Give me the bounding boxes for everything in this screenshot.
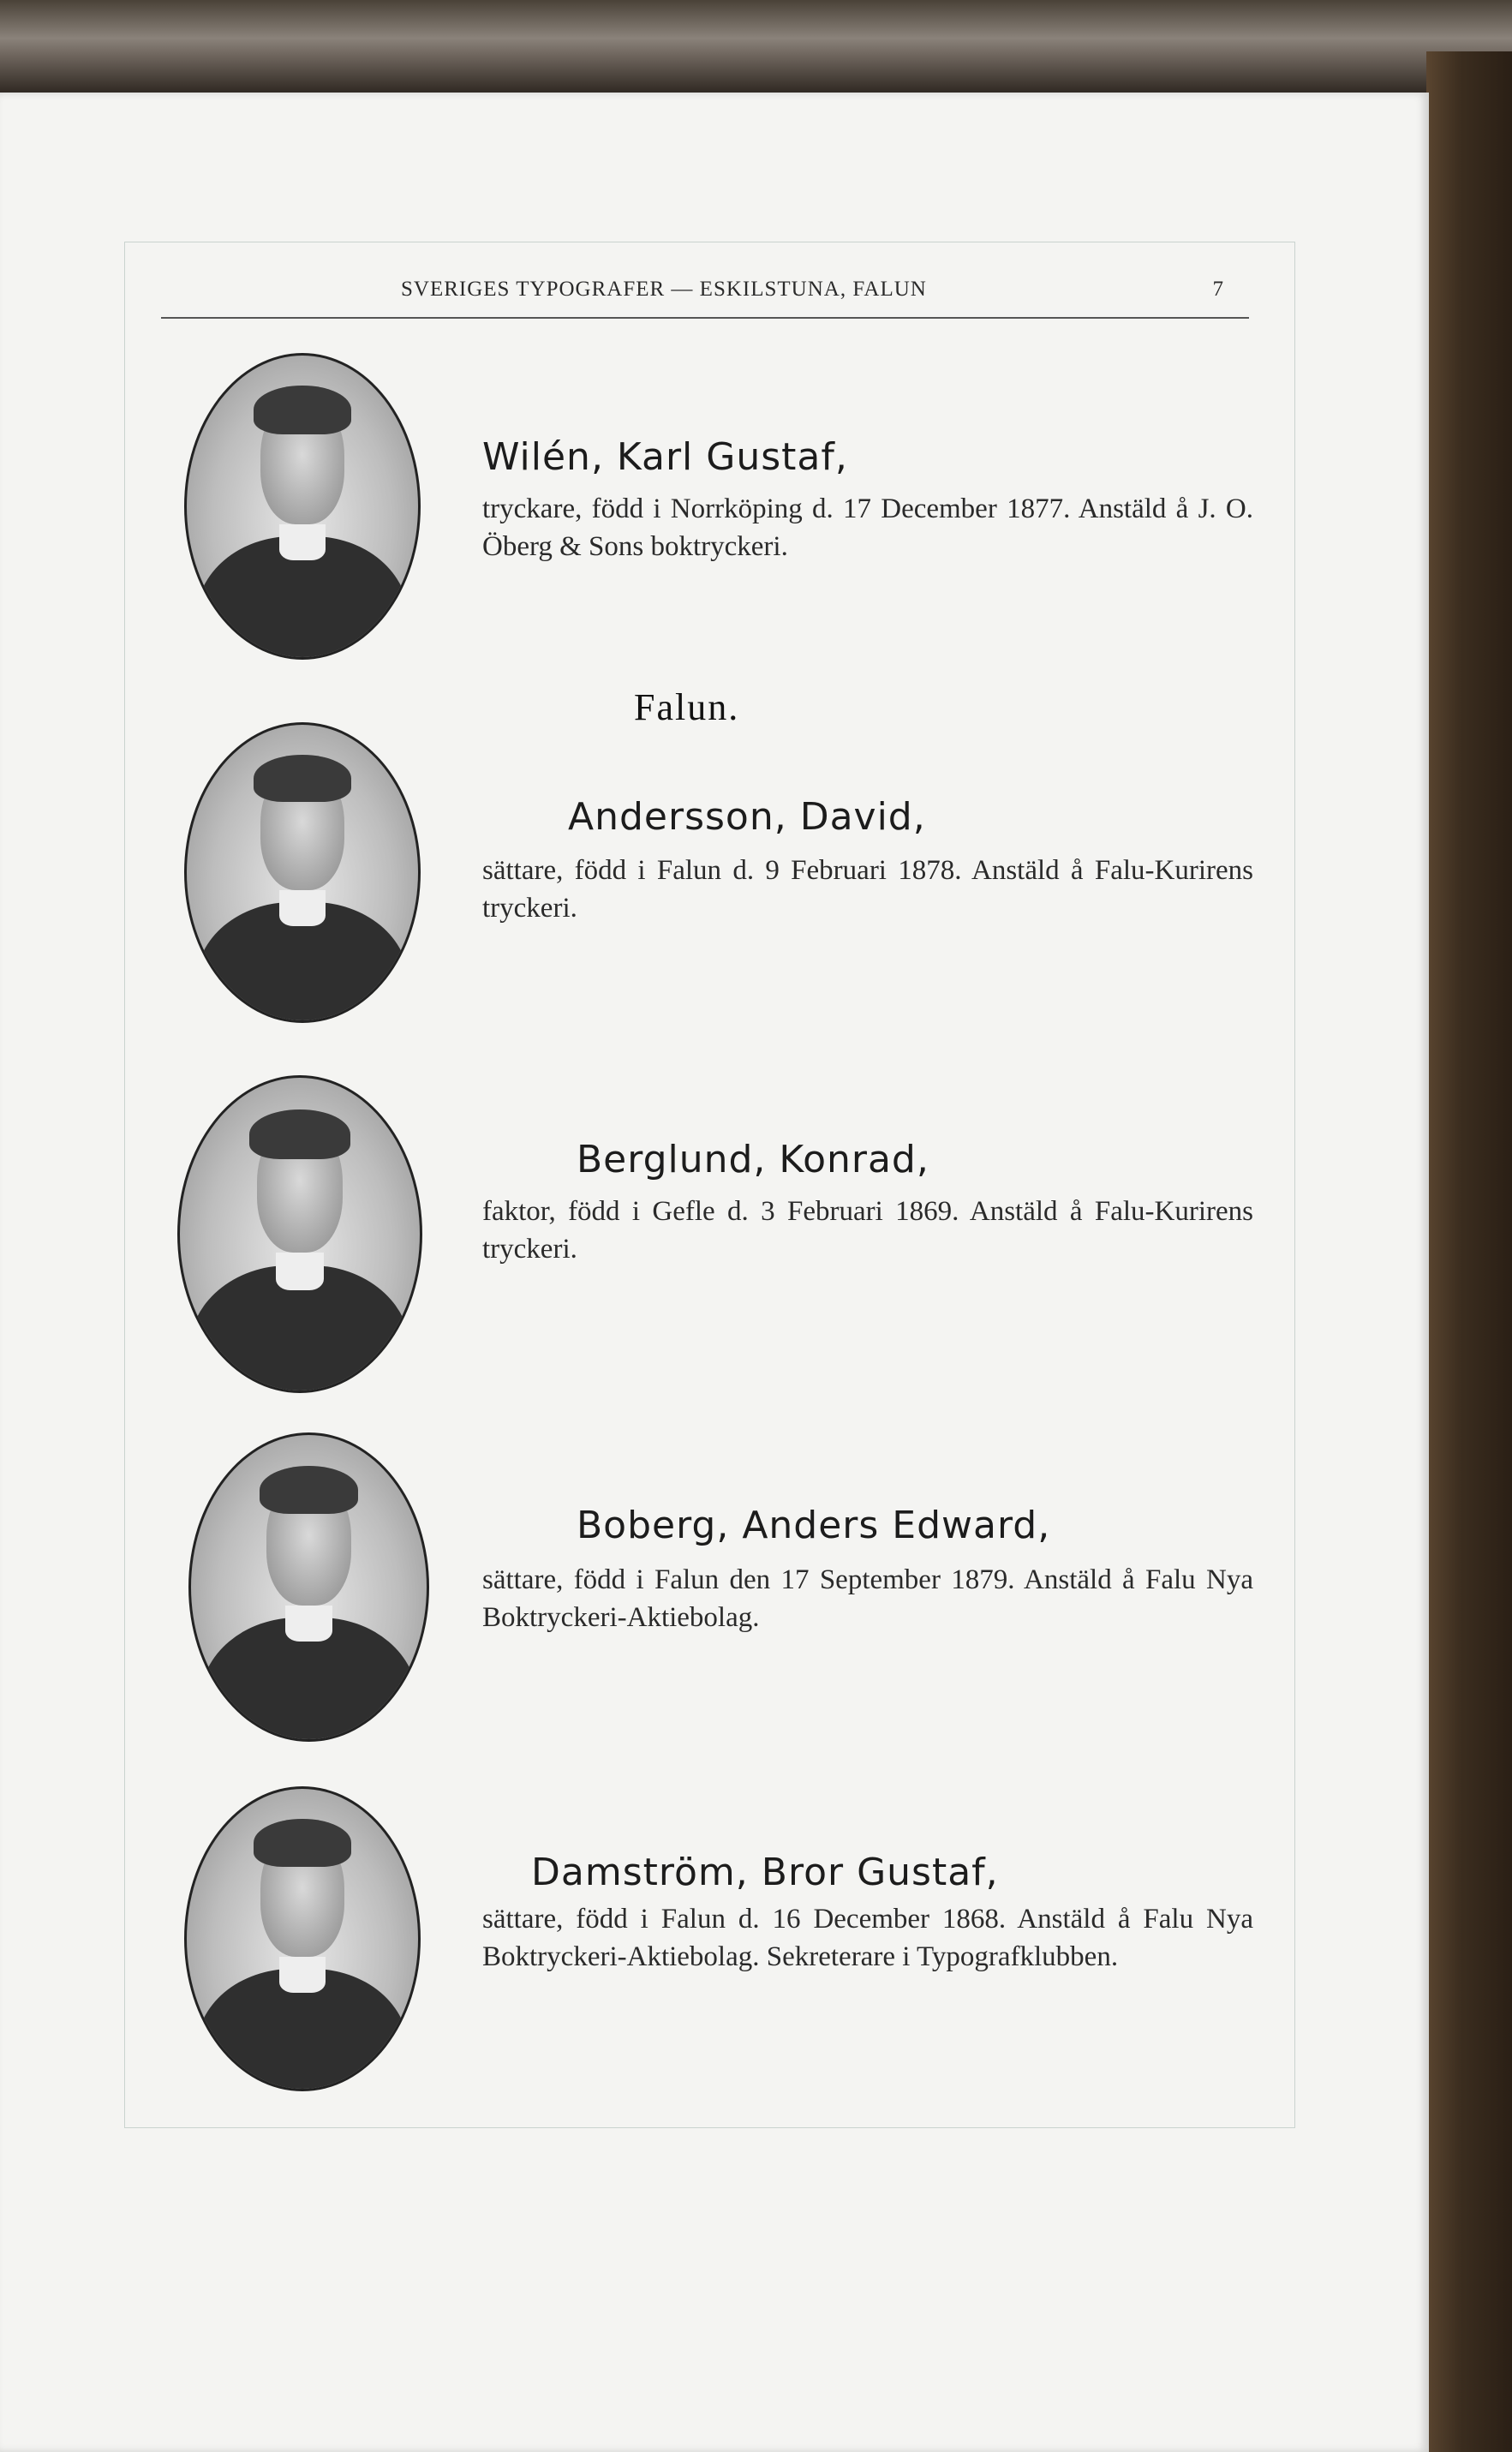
entry-description: sättare, född i Falun d. 16 December 1868. Anstäld å Falu Nya Boktryckeri-Aktiebolag. Sekreterare i Typografklubben. — [482, 1904, 1253, 1972]
book-cover-edge — [1426, 51, 1512, 2452]
entry-description: sättare, född i Falun den 17 September 1879. Anstäld å Falu Nya Boktryckeri-Aktiebolag. — [482, 1564, 1253, 1633]
portrait-photo — [184, 722, 421, 1023]
entry-description: sättare, född i Falun d. 9 Februari 1878. Anstäld å Falu-Kurirens tryckeri. — [482, 855, 1253, 924]
running-header — [161, 274, 1249, 319]
entry-description: tryckare, född i Norrköping d. 17 December 1877. Anstäld å J. O. Öberg & Sons boktryckeri. — [482, 493, 1253, 562]
entry-name: Damström, Bror Gustaf, — [531, 1851, 999, 1894]
portrait-photo — [184, 353, 421, 660]
entry-name: Andersson, David, — [568, 795, 926, 839]
entry-name: Berglund, Konrad, — [577, 1138, 929, 1181]
entry-name: Wilén, Karl Gustaf, — [482, 435, 848, 479]
portrait-photo — [188, 1432, 429, 1742]
section-heading: Falun. — [634, 686, 740, 728]
portrait-photo — [184, 1786, 421, 2091]
book-top-edge — [0, 0, 1512, 96]
entry-description: faktor, född i Gefle d. 3 Februari 1869. Anstäld å Falu-Kurirens tryckeri. — [482, 1196, 1253, 1265]
page-number: 7 — [1212, 278, 1223, 301]
portrait-photo — [177, 1075, 422, 1393]
header-title: SVERIGES TYPOGRAFER — ESKILSTUNA, FALUN — [401, 278, 927, 301]
entry-name: Boberg, Anders Edward, — [577, 1504, 1051, 1547]
